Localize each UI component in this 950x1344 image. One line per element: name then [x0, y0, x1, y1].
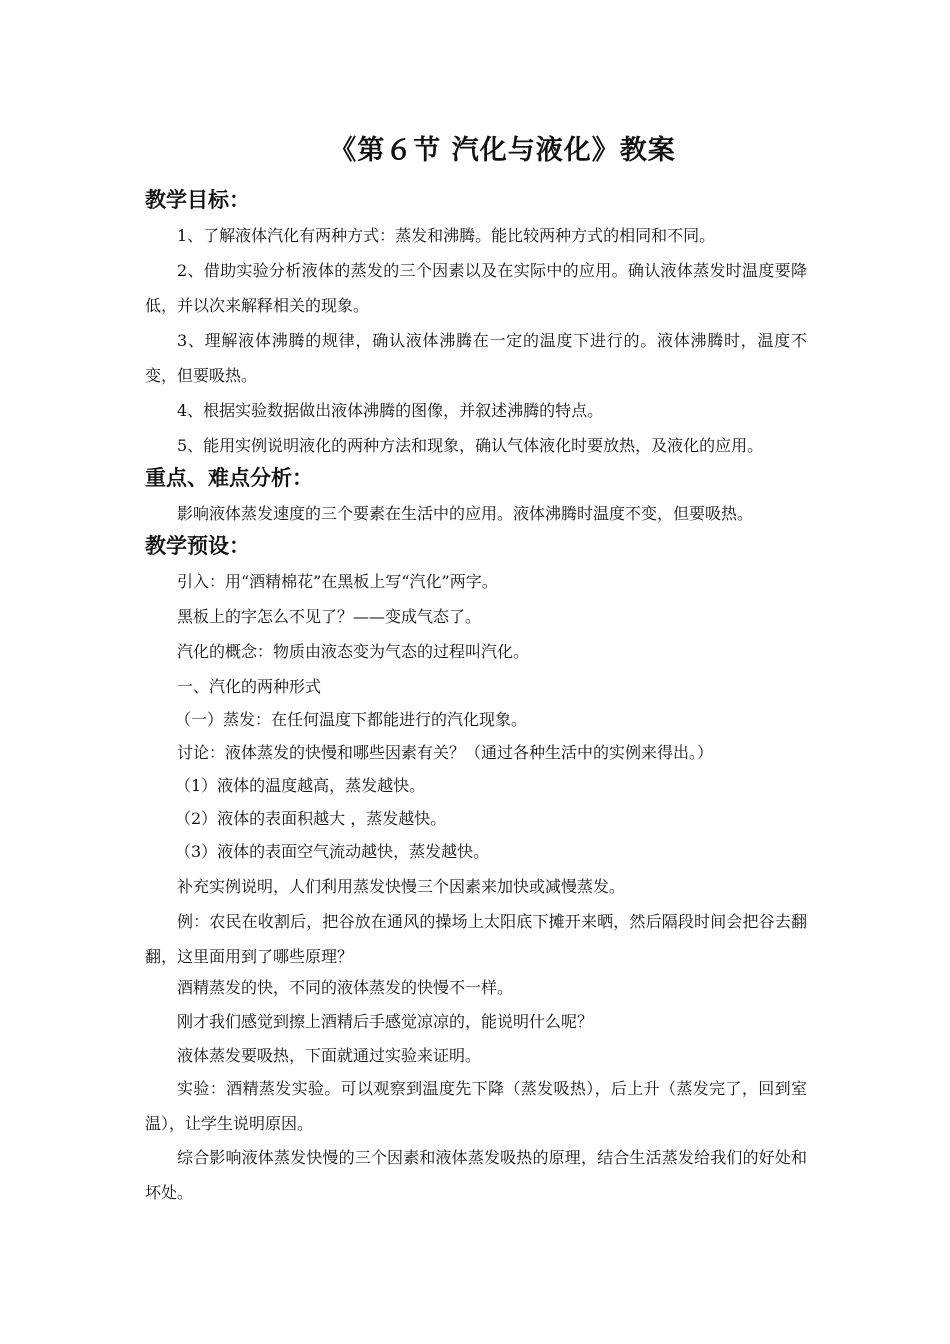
preset-line: 刚才我们感觉到擦上酒精后手感觉凉凉的，能说明什么呢？ [177, 1012, 594, 1031]
preset-line: （3）液体的表面空气流动越快，蒸发越快。 [175, 842, 490, 861]
objectives-heading: 教学目标： [145, 187, 250, 212]
objective-item-3: 3、理解液体沸腾的规律，确认液体沸腾在一定的温度下进行的。液体沸腾时，温度不变，但要吸热。 [145, 331, 807, 385]
preset-line: 汽化的概念：物质由液态变为气态的过程叫汽化。 [177, 642, 530, 661]
objective-item-5: 5、能用实例说明液化的两种方法和现象，确认气体液化时要放热，及液化的应用。 [177, 436, 764, 455]
preset-line: （一）蒸发：在任何温度下都能进行的汽化现象。 [175, 710, 528, 729]
preset-line: 液体蒸发要吸热，下面就通过实验来证明。 [177, 1046, 482, 1065]
preset-line: （1）液体的温度越高，蒸发越快。 [175, 776, 426, 795]
preset-line: 综合影响液体蒸发快慢的三个因素和液体蒸发吸热的原理，结合生活蒸发给我们的好处和坏处。 [145, 1148, 807, 1202]
preset-line: 实验：酒精蒸发实验。可以观察到温度先下降（蒸发吸热），后上升（蒸发完了，回到室温），让学生说明原因。 [145, 1079, 807, 1133]
objective-item-1: 1、了解液体汽化有两种方式：蒸发和沸腾。能比较两种方式的相同和不同。 [177, 226, 716, 245]
objective-item-4: 4、根据实验数据做出液体沸腾的图像，并叙述沸腾的特点。 [177, 401, 604, 420]
preset-line: 一、汽化的两种形式 [177, 677, 322, 696]
objective-item-2: 2、借助实验分析液体的蒸发的三个因素以及在实际中的应用。确认液体蒸发时温度要降低，并以次来解释相关的现象。 [145, 261, 807, 315]
preset-line: 引入：用“酒精棉花”在黑板上写“汽化”两字。 [177, 572, 498, 591]
preset-line: 黑板上的字怎么不见了？——变成气态了。 [177, 607, 482, 626]
key-points-text: 影响液体蒸发速度的三个要素在生活中的应用。液体沸腾时温度不变，但要吸热。 [177, 504, 754, 523]
preset-line: 补充实例说明，人们利用蒸发快慢三个因素来加快或减慢蒸发。 [177, 877, 626, 896]
document-title: 《第６节 汽化与液化》教案 [329, 135, 676, 166]
key-points-heading: 重点、难点分析： [145, 465, 313, 490]
preset-line: 酒精蒸发的快，不同的液体蒸发的快慢不一样。 [177, 978, 514, 997]
preset-line: 例：农民在收割后，把谷放在通风的操场上太阳底下摊开来晒，然后隔段时间会把谷去翻翻，这里面用到了哪些原理？ [145, 912, 807, 966]
preset-heading: 教学预设： [145, 533, 250, 558]
preset-line: （2）液体的表面积越大 ，蒸发越快。 [175, 809, 447, 828]
preset-line: 讨论：液体蒸发的快慢和哪些因素有关？（通过各种生活中的实例来得出。） [177, 743, 714, 762]
